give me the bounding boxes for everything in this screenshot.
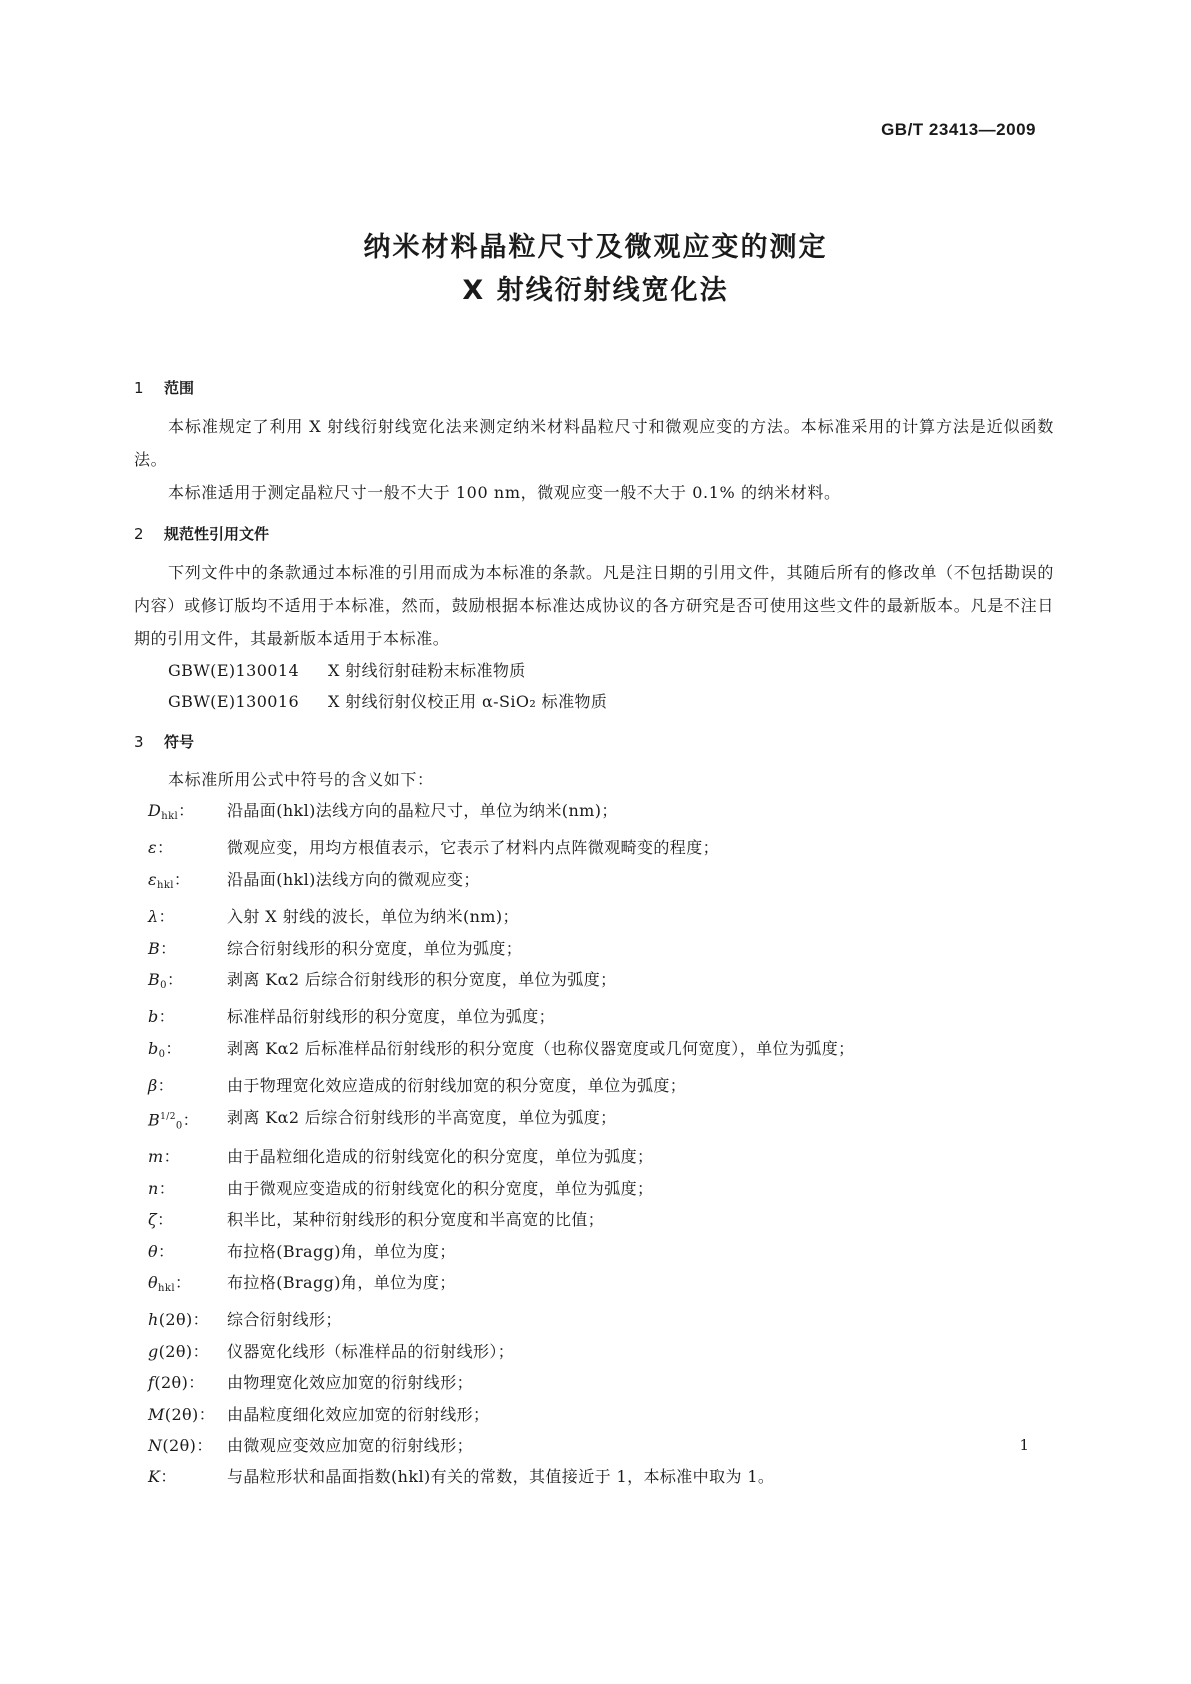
symbol-description: 沿晶面(hkl)法线方向的微观应变； xyxy=(227,869,480,889)
symbol-subscript: 0 xyxy=(158,1048,166,1060)
symbol-term: $\theta_{hkl}$： xyxy=(148,1273,192,1295)
symbol-term: n： xyxy=(148,1178,176,1198)
symbol-main: N xyxy=(148,1436,163,1456)
symbol-description: 仪器宽化线形（标准样品的衍射线形）； xyxy=(227,1341,515,1361)
reference-code: GBW(E)130014 xyxy=(168,661,300,680)
section-1-paragraph-2: 本标准适用于测定晶粒尺寸一般不大于 100 nm，微观应变一般不大于 0.1% 的纳米材料。 xyxy=(168,483,841,502)
symbol-description: 剥离 Kα2 后标准样品衍射线形的积分宽度（也称仪器宽度或几何宽度），单位为弧度； xyxy=(227,1038,855,1058)
section-title: 规范性引用文件 xyxy=(164,525,270,543)
section-title: 符号 xyxy=(164,733,195,751)
symbol-description: 与晶粒形状和晶面指数(hkl)有关的常数，其值接近于 1，本标准中取为 1。 xyxy=(227,1467,775,1487)
symbol-term: $B^{1/2}_0$： xyxy=(148,1109,200,1131)
symbol-main: h xyxy=(148,1310,159,1330)
symbol-description: 综合衍射线形的积分宽度，单位为弧度； xyxy=(227,938,523,958)
symbol-row xyxy=(134,1001,1054,1032)
symbol-list xyxy=(134,795,1054,1493)
section-3-heading xyxy=(134,732,1054,752)
symbol-description: 布拉格(Bragg)角，单位为度； xyxy=(227,1273,456,1293)
reference-item xyxy=(134,655,1054,686)
symbol-term: ε： xyxy=(148,838,174,858)
symbol-superscript: 1/2 xyxy=(160,1111,176,1122)
symbol-main: B xyxy=(148,938,161,958)
symbol-main: ζ xyxy=(148,1210,158,1230)
symbol-main: ε xyxy=(148,838,157,858)
symbol-main: λ xyxy=(148,907,159,927)
symbol-description: 标准样品衍射线形的积分宽度，单位为弧度； xyxy=(227,1007,556,1027)
symbol-main: m xyxy=(148,1147,164,1167)
symbol-main: B xyxy=(148,970,161,990)
symbol-description: 沿晶面(hkl)法线方向的晶粒尺寸，单位为纳米(nm)； xyxy=(227,801,618,820)
symbol-row xyxy=(134,864,1054,901)
title-line-2: X 射线衍射线宽化法 xyxy=(462,275,729,306)
symbol-row xyxy=(134,1204,1054,1235)
symbol-description: 由于晶粒细化造成的衍射线宽化的积分宽度，单位为弧度； xyxy=(227,1147,654,1167)
symbol-argument: (2θ) xyxy=(162,1436,197,1456)
symbol-row xyxy=(134,1102,1054,1142)
symbol-row xyxy=(134,1367,1054,1398)
section-number: 1 xyxy=(134,379,144,397)
symbol-description: 微观应变，用均方根值表示，它表示了材料内点阵微观畸变的程度； xyxy=(227,838,720,858)
symbol-description: 积半比，某种衍射线形的积分宽度和半高宽的比值； xyxy=(227,1210,605,1230)
symbol-row xyxy=(134,1399,1054,1430)
symbol-main: D xyxy=(148,801,162,820)
symbol-term: K： xyxy=(148,1467,177,1487)
symbol-description: 入射 X 射线的波长，单位为纳米(nm)； xyxy=(227,907,519,927)
symbol-term: λ： xyxy=(148,907,175,927)
symbol-subscript: 0 xyxy=(175,1119,183,1131)
symbol-term: ζ： xyxy=(148,1210,174,1230)
symbol-row xyxy=(134,1461,1054,1492)
symbol-term: f(2θ)： xyxy=(148,1373,205,1393)
section-1-paragraph-1: 本标准规定了利用 X 射线衍射线宽化法来测定纳米材料晶粒尺寸和微观应变的方法。本标准采用的计算方法是近似函数法。 xyxy=(134,417,1054,469)
symbol-description: 由物理宽化效应加宽的衍射线形； xyxy=(227,1373,474,1393)
symbol-row xyxy=(134,795,1054,832)
symbol-main: β xyxy=(148,1076,158,1096)
document-body xyxy=(134,378,1054,1493)
symbol-description: 剥离 Kα2 后综合衍射线形的半高宽度，单位为弧度； xyxy=(227,1107,617,1127)
symbol-row xyxy=(134,1304,1054,1335)
section-1-heading xyxy=(134,378,1054,398)
symbol-row xyxy=(134,1336,1054,1367)
symbol-subscript: hkl xyxy=(161,811,179,822)
symbol-term: $\varepsilon_{hkl}$： xyxy=(148,869,191,891)
symbol-description: 综合衍射线形； xyxy=(227,1310,342,1330)
symbol-subscript: 0 xyxy=(160,980,167,992)
symbol-main: ε xyxy=(148,869,157,889)
symbol-row xyxy=(134,832,1054,863)
symbol-main: b xyxy=(148,1038,159,1058)
symbol-subscript: hkl xyxy=(157,879,174,891)
symbol-term: N(2θ)： xyxy=(148,1436,213,1456)
symbol-argument: (2θ) xyxy=(154,1373,189,1393)
symbol-description: 由于微观应变造成的衍射线宽化的积分宽度，单位为弧度； xyxy=(227,1178,654,1198)
symbol-main: M xyxy=(148,1404,165,1424)
symbol-term: $B_0$： xyxy=(148,970,184,992)
symbol-row xyxy=(134,1236,1054,1267)
section-number: 2 xyxy=(134,525,144,543)
reference-code: GBW(E)130016 xyxy=(168,692,300,711)
symbol-term: m： xyxy=(148,1147,180,1167)
symbol-row xyxy=(134,1430,1054,1461)
document-title xyxy=(0,226,1191,312)
symbol-term: h(2θ)： xyxy=(148,1310,210,1330)
symbol-row xyxy=(134,1141,1054,1172)
symbol-argument: (2θ) xyxy=(164,1404,199,1424)
symbol-main: θ xyxy=(148,1273,159,1293)
symbol-row xyxy=(134,1033,1054,1070)
symbol-row xyxy=(134,1267,1054,1304)
section-number: 3 xyxy=(134,733,144,751)
symbol-description: 由微观应变效应加宽的衍射线形； xyxy=(227,1436,474,1456)
symbol-term: b： xyxy=(148,1007,176,1027)
symbol-row xyxy=(134,964,1054,1001)
symbol-term: $D_{hkl}$： xyxy=(148,801,195,822)
symbol-main: g xyxy=(148,1341,159,1361)
section-3-intro: 本标准所用公式中符号的含义如下： xyxy=(168,770,434,789)
symbol-row xyxy=(134,1173,1054,1204)
section-title: 范围 xyxy=(164,379,195,397)
page-number: 1 xyxy=(1019,1436,1029,1454)
symbol-description: 剥离 Kα2 后综合衍射线形的积分宽度，单位为弧度； xyxy=(227,970,617,990)
symbol-description: 由晶粒度细化效应加宽的衍射线形； xyxy=(227,1404,490,1424)
symbol-term: B： xyxy=(148,938,177,958)
section-2-heading xyxy=(134,524,1054,544)
symbol-row xyxy=(134,933,1054,964)
symbol-term: $b_0$： xyxy=(148,1038,182,1060)
reference-title: X 射线衍射硅粉末标准物质 xyxy=(328,661,526,680)
standard-number: GB/T 23413—2009 xyxy=(881,120,1036,139)
title-line-1: 纳米材料晶粒尺寸及微观应变的测定 xyxy=(363,232,828,263)
symbol-row xyxy=(134,901,1054,932)
symbol-description: 布拉格(Bragg)角，单位为度； xyxy=(227,1241,456,1261)
symbol-main: B xyxy=(148,1109,161,1129)
symbol-main: n xyxy=(148,1178,159,1198)
symbol-main: b xyxy=(148,1007,159,1027)
symbol-row xyxy=(134,1070,1054,1101)
symbol-main: θ xyxy=(148,1241,159,1261)
symbol-argument: (2θ) xyxy=(158,1310,193,1330)
symbol-term: g(2θ)： xyxy=(148,1341,209,1361)
symbol-argument: (2θ) xyxy=(158,1341,193,1361)
symbol-main: K xyxy=(148,1467,161,1487)
reference-item xyxy=(134,686,1054,717)
symbol-term: β： xyxy=(148,1076,175,1096)
symbol-subscript: hkl xyxy=(158,1283,175,1295)
symbol-term: M(2θ)： xyxy=(148,1404,216,1424)
symbol-description: 由于物理宽化效应造成的衍射线加宽的积分宽度，单位为弧度； xyxy=(227,1076,687,1096)
symbol-term: θ： xyxy=(148,1241,175,1261)
reference-title: X 射线衍射仪校正用 α-SiO₂ 标准物质 xyxy=(328,692,608,711)
section-2-paragraph-1: 下列文件中的条款通过本标准的引用而成为本标准的条款。凡是注日期的引用文件，其随后所有的修改单（不包括勘误的内容）或修订版均不适用于本标准，然而，鼓励根据本标准达成协议的各方研究是否可使用这些文件的最新版本。凡是不注日期的引用文件，其最新版本适用于本标准。 xyxy=(134,563,1054,648)
symbol-main: f xyxy=(148,1373,155,1393)
